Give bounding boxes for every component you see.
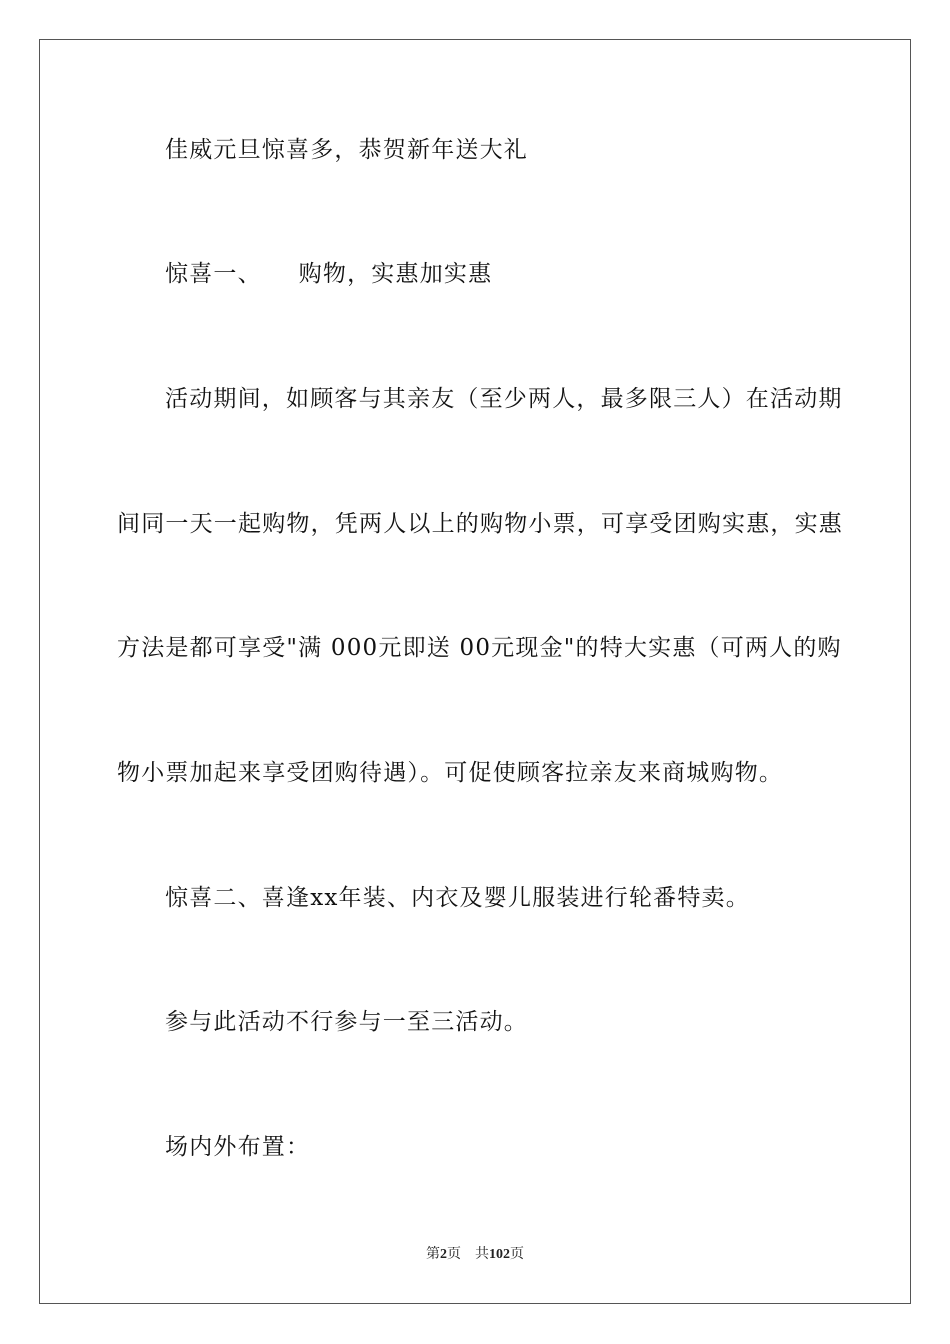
paragraph-line-3: 方法是都可享受"满 000元即送 00元现金"的特大实惠（可两人的购 bbox=[117, 635, 842, 661]
footer-total-prefix: 共 bbox=[475, 1247, 489, 1262]
page-border bbox=[39, 39, 911, 1304]
paragraph-layout-heading: 场内外布置： bbox=[165, 1134, 311, 1160]
paragraph-line-1: 活动期间，如顾客与其亲友（至少两人，最多限三人）在活动期 bbox=[165, 386, 843, 412]
footer-page-suffix: 页 bbox=[447, 1247, 461, 1262]
page-footer bbox=[0, 1246, 950, 1264]
paragraph-surprise-one: 惊喜一、 购物，实惠加实惠 bbox=[165, 261, 493, 287]
paragraph-line-2: 间同一天一起购物，凭两人以上的购物小票，可享受团购实惠，实惠 bbox=[117, 511, 843, 537]
paragraph-surprise-two: 惊喜二、喜逢xx年装、内衣及婴儿服装进行轮番特卖。 bbox=[165, 885, 750, 911]
footer-total-pages: 102 bbox=[489, 1247, 510, 1262]
paragraph-line-4: 物小票加起来享受团购待遇）。可促使顾客拉亲友来商城购物。 bbox=[117, 760, 784, 786]
footer-total-suffix: 页 bbox=[510, 1247, 524, 1262]
heading-line: 佳威元旦惊喜多，恭贺新年送大礼 bbox=[165, 137, 528, 163]
footer-page-number: 2 bbox=[440, 1247, 447, 1262]
footer-page-prefix: 第 bbox=[426, 1247, 440, 1262]
paragraph-note: 参与此活动不行参与一至三活动。 bbox=[165, 1009, 528, 1035]
